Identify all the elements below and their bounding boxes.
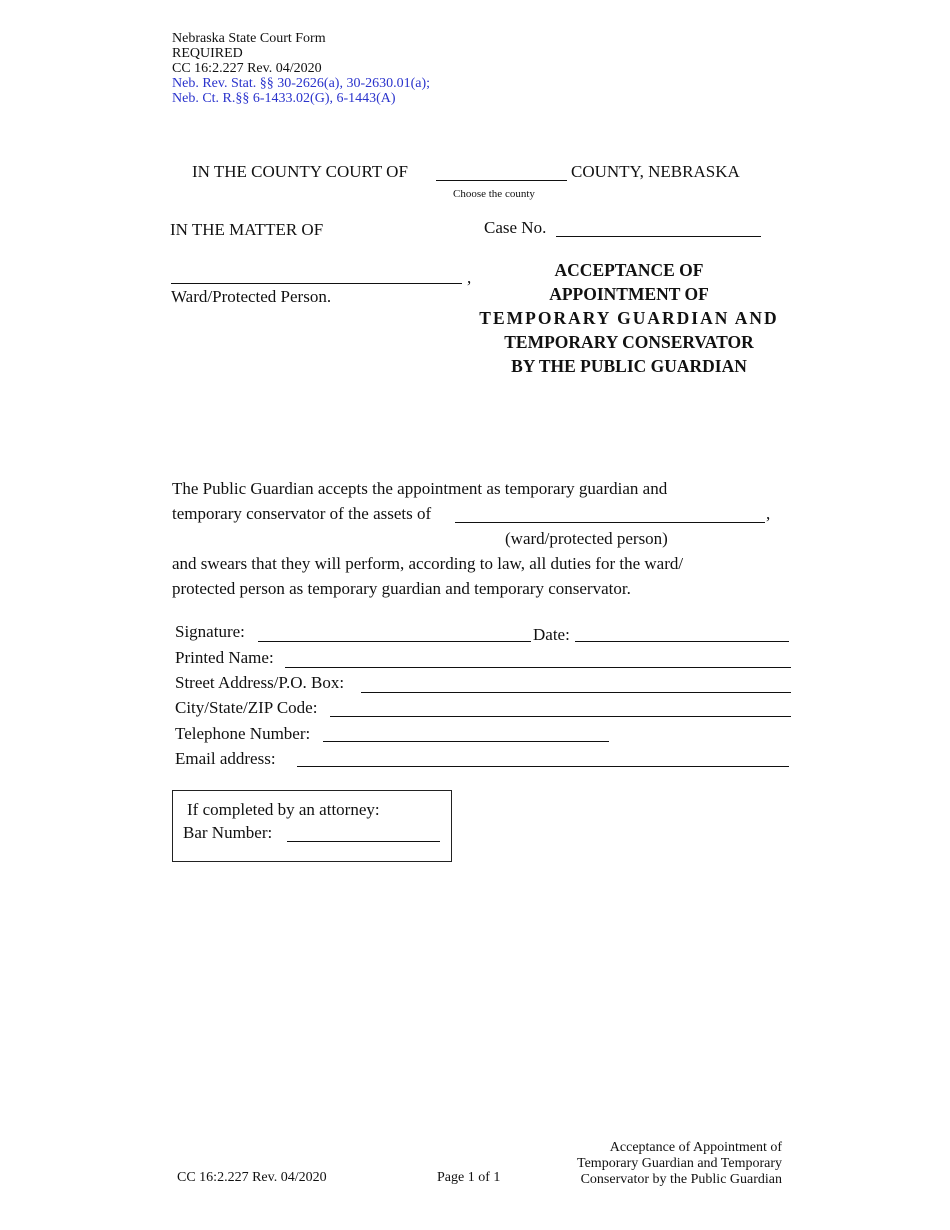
body-line-4: protected person as temporary guardian and temporary conservator. [172,579,631,598]
title-line-2: APPOINTMENT OF [549,284,709,304]
bar-number-input[interactable] [287,841,440,842]
footer-title [520,1140,782,1188]
ward-label: Ward/Protected Person. [171,287,332,306]
case-number-input[interactable] [556,236,761,237]
assets-ward-input[interactable] [455,522,765,523]
footer-page-number: Page 1 of 1 [437,1170,501,1185]
header-line-2: REQUIRED [172,46,243,61]
attorney-label: If completed by an attorney: [187,800,380,819]
signature-label: Signature: [175,622,245,641]
footer-title-line-2: Temporary Guardian and Temporary [577,1156,782,1171]
title-line-3-text: TEMPORARY GUARDIAN AND [479,308,779,328]
statute-reference-2: Neb. Ct. R.§§ 6-1433.02(G), 6-1443(A) [172,91,396,106]
title-line-4: TEMPORARY CONSERVATOR [504,332,754,352]
street-input[interactable] [361,692,791,693]
date-input[interactable] [575,641,789,642]
title-line-3 [470,306,788,330]
phone-input[interactable] [323,741,609,742]
caption-comma: , [467,268,472,287]
street-label: Street Address/P.O. Box: [175,673,345,692]
printed-name-input[interactable] [285,667,791,668]
header-line-1: Nebraska State Court Form [172,31,326,46]
bar-number-label: Bar Number: [183,823,273,842]
footer-title-line-1: Acceptance of Appointment of [609,1140,782,1155]
case-number-label: Case No. [484,218,547,237]
in-the-matter-of: IN THE MATTER OF [170,220,324,239]
header-line-3: CC 16:2.227 Rev. 04/2020 [172,61,322,76]
document-title [470,258,788,378]
city-label: City/State/ZIP Code: [175,698,318,717]
email-label: Email address: [175,749,276,768]
attorney-box [172,790,452,862]
body-line-1: The Public Guardian accepts the appointment as temporary guardian and [172,479,668,498]
date-label: Date: [533,625,570,644]
court-prefix: IN THE COUNTY COURT OF [192,162,408,181]
phone-label: Telephone Number: [175,724,311,743]
body-line-3: and swears that they will perform, according to law, all duties for the ward/ [172,554,684,573]
court-suffix: COUNTY, NEBRASKA [571,162,740,181]
printed-name-label: Printed Name: [175,648,274,667]
ward-hint: (ward/protected person) [505,529,668,548]
city-input[interactable] [330,716,791,717]
statute-reference-1: Neb. Rev. Stat. §§ 30-2626(a), 30-2630.01(a); [172,76,431,91]
body-line-2: temporary conservator of the assets of [172,504,432,523]
county-hint: Choose the county [453,188,535,200]
signature-input[interactable] [258,641,531,642]
title-line-5: BY THE PUBLIC GUARDIAN [511,356,747,376]
county-input[interactable] [436,180,567,181]
title-line-1: ACCEPTANCE OF [554,260,704,280]
footer-title-line-3: Conservator by the Public Guardian [580,1172,782,1187]
form-header [172,31,430,106]
footer-form-number: CC 16:2.227 Rev. 04/2020 [177,1170,327,1185]
body-comma: , [766,504,771,523]
ward-name-input[interactable] [171,283,462,284]
email-input[interactable] [297,766,789,767]
